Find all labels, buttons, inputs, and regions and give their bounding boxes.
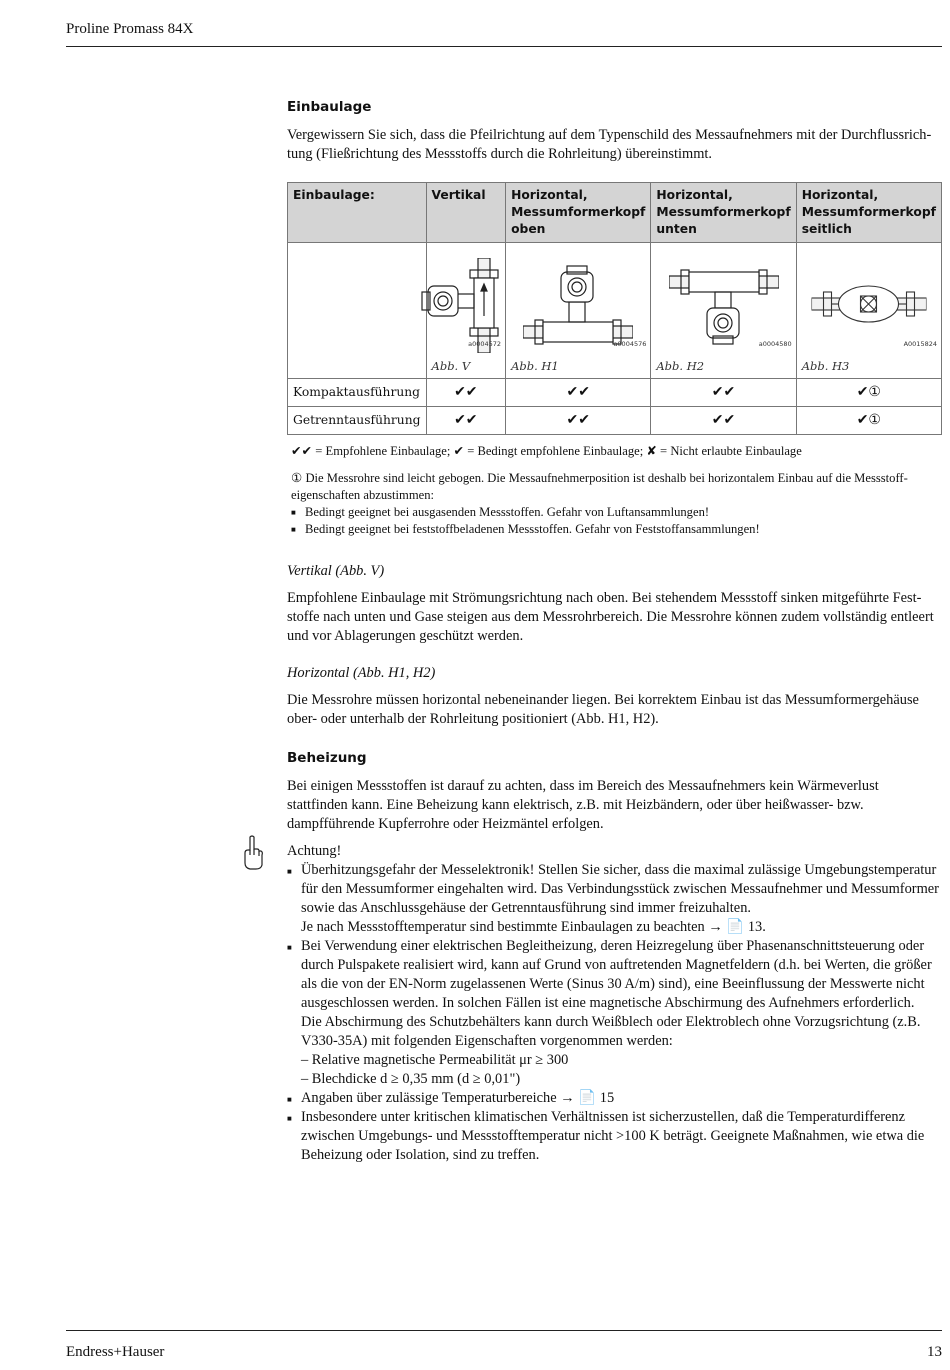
figure-code: a0004580 <box>758 340 792 348</box>
warning-list <box>287 861 942 1165</box>
installation-table <box>287 182 942 435</box>
heating-paragraph: Bei einigen Messstoffen ist darauf zu achten, dass im Bereich des Messaufnehmers kein Wärmeverlust stattfinden kann. Eine Beheizung kann elektrisch, z.B. mit Heizbändern, oder über heißwasser- bzw. dampfführende Kupferrohre oder Heizmäntel erfolgen. <box>287 778 879 832</box>
list-item <box>287 861 942 937</box>
list-line: Bei Verwendung einer elektrischen Begleitheizung, deren Heizregelung über Phasenanschnittsteuerung oder durch Pulspakete realisiert wird, kann auf Grund von auftretenden Magnetfeldern (d.h. bei Werten, die größer als die von der EN-Norm zugelassenen Werte (Sinus 30 A/m) sind), eine Beeinflussung der Messwerte nicht ausgeschlossen werden. In solchen Fällen ist eine magnetische Abschirmung des Aufnehmers erforderlich. <box>301 938 932 1011</box>
page-header <box>66 18 942 47</box>
main-content <box>287 98 942 1165</box>
figure-label: Abb. H3 <box>801 359 850 373</box>
row-label: Kompaktausführung <box>288 379 427 407</box>
table-legend: ✔✔ = Empfohlene Einbaulage; ✔ = Bedingt empfohlene Einbaulage; ✘ = Nicht erlaubte Einbaulage <box>291 444 802 458</box>
figure-label: Abb. H1 <box>511 359 559 373</box>
warning-title: Achtung! <box>287 843 342 859</box>
figure-cell <box>796 243 941 379</box>
figure-code: a0004572 <box>468 340 502 348</box>
list-item: ■ Bedingt geeignet bei feststoffbeladenen Messstoffen. Gefahr von Feststoffansammlungen! <box>291 521 942 538</box>
pointing-hand-icon <box>242 835 264 871</box>
empty-cell <box>288 243 427 379</box>
list-item <box>287 1108 942 1165</box>
list-line: Je nach Messstofftemperatur sind bestimmte Einbaulagen zu beachten → 📄 13. <box>301 919 766 935</box>
table-header: Horizontal, Messumformerkopf seitlich <box>796 183 941 243</box>
table-footnote <box>291 470 942 538</box>
footer-company: Endress+Hauser <box>66 1344 165 1360</box>
table-header-row <box>288 183 942 243</box>
list-line: Insbesondere unter kritischen klimatischen Verhältnissen ist sicherzustellen, daß die Temperaturdifferenz zwischen Umgebungs- und Messstofftemperatur nicht >100 K beträgt. Geeignete Maßnahmen, wie etwa die Beheizung oder Isolation, sind zu treffen. <box>301 1109 925 1163</box>
footnote-list <box>291 504 942 538</box>
section-title-beheizung: Beheizung <box>287 750 367 766</box>
list-line: – Blechdicke d ≥ 0,35 mm (d ≥ 0,01") <box>301 1071 521 1087</box>
subsection-title-horizontal: Horizontal (Abb. H1, H2) <box>287 665 436 681</box>
page-footer <box>66 1330 942 1361</box>
rating-mark: ✔✔ <box>651 379 796 407</box>
rating-mark: ✔✔ <box>506 407 651 435</box>
table-row <box>288 379 942 407</box>
footnote-text: ① Die Messrohre sind leicht gebogen. Die Messaufnehmerposition ist deshalb bei horizontalem Einbau auf die Messstoffeigenschaften abzustimmen: <box>291 471 908 502</box>
rating-mark: ✔① <box>796 379 941 407</box>
table-header: Vertikal <box>426 183 506 243</box>
table-header: Horizontal, Messumformerkopf unten <box>651 183 796 243</box>
figure-label: Abb. H2 <box>656 359 705 373</box>
figure-code: A0015824 <box>903 340 937 348</box>
list-line: – Relative magnetische Permeabilität μr ≥ 300 <box>301 1052 569 1068</box>
rating-mark: ✔✔ <box>426 379 506 407</box>
page-number: 13 <box>927 1344 942 1360</box>
row-label: Getrenntausführung <box>288 407 427 435</box>
list-line: Die Abschirmung des Schutzbehälters kann durch Weißblech oder Elektroblech ohne Vorzugsrichtung (z.B. V330-35A) mit folgenden Eigenschaften vorgenommen werden: <box>301 1014 921 1049</box>
rating-mark: ✔① <box>796 407 941 435</box>
list-line: Angaben über zulässige Temperaturbereiche → 📄 15 <box>301 1090 615 1106</box>
horizontal-paragraph: Die Messrohre müssen horizontal nebeneinander liegen. Bei korrektem Einbau ist das Messumformergehäuse ober- oder unterhalb der Rohrleitung positioniert (Abb. H1, H2). <box>287 692 919 727</box>
table-row <box>288 407 942 435</box>
subsection-title-vertical: Vertikal (Abb. V) <box>287 563 385 579</box>
figure-row <box>288 243 942 379</box>
section-title-einbaulage: Einbaulage <box>287 99 372 115</box>
vertical-paragraph: Empfohlene Einbaulage mit Strömungsrichtung nach oben. Bei stehendem Messstoff sinken mitgeführte Feststoffe nach unten und Gase steigen aus dem Messrohrbereich. Die Messrohre können zudem vollständig entleert und vor Ablagerungen geschützt werden. <box>287 590 934 644</box>
list-line: Überhitzungsgefahr der Messelektronik! Stellen Sie sicher, dass die maximal zulässige Umgebungstemperatur für den Messumformer eingehalten wird. Das Verbindungsstück zwischen Messaufnehmer und Messumformer sowie das Anschlussgehäuse der Getrenntausführung sind immer freizuhalten. <box>301 862 939 916</box>
header-title: Proline Promass 84X <box>66 21 194 37</box>
rating-mark: ✔✔ <box>651 407 796 435</box>
table-header: Einbaulage: <box>288 183 427 243</box>
list-item <box>287 1089 942 1108</box>
figure-label: Abb. V <box>431 359 471 373</box>
figure-cell <box>426 243 506 379</box>
figure-cell <box>506 243 651 379</box>
table-header: Horizontal, Messumformerkopf oben <box>506 183 651 243</box>
rating-mark: ✔✔ <box>426 407 506 435</box>
rating-mark: ✔✔ <box>506 379 651 407</box>
figure-code: a0004576 <box>613 340 647 348</box>
list-item <box>287 937 942 1089</box>
list-item: ■ Bedingt geeignet bei ausgasenden Messstoffen. Gefahr von Luftansammlungen! <box>291 504 942 521</box>
intro-paragraph: Vergewissern Sie sich, dass die Pfeilrichtung auf dem Typenschild des Messaufnehmers mit der Durchflussrichtung (Fließrichtung des Messstoffs durch die Rohrleitung) übereinstimmt. <box>287 127 932 162</box>
figure-cell <box>651 243 796 379</box>
